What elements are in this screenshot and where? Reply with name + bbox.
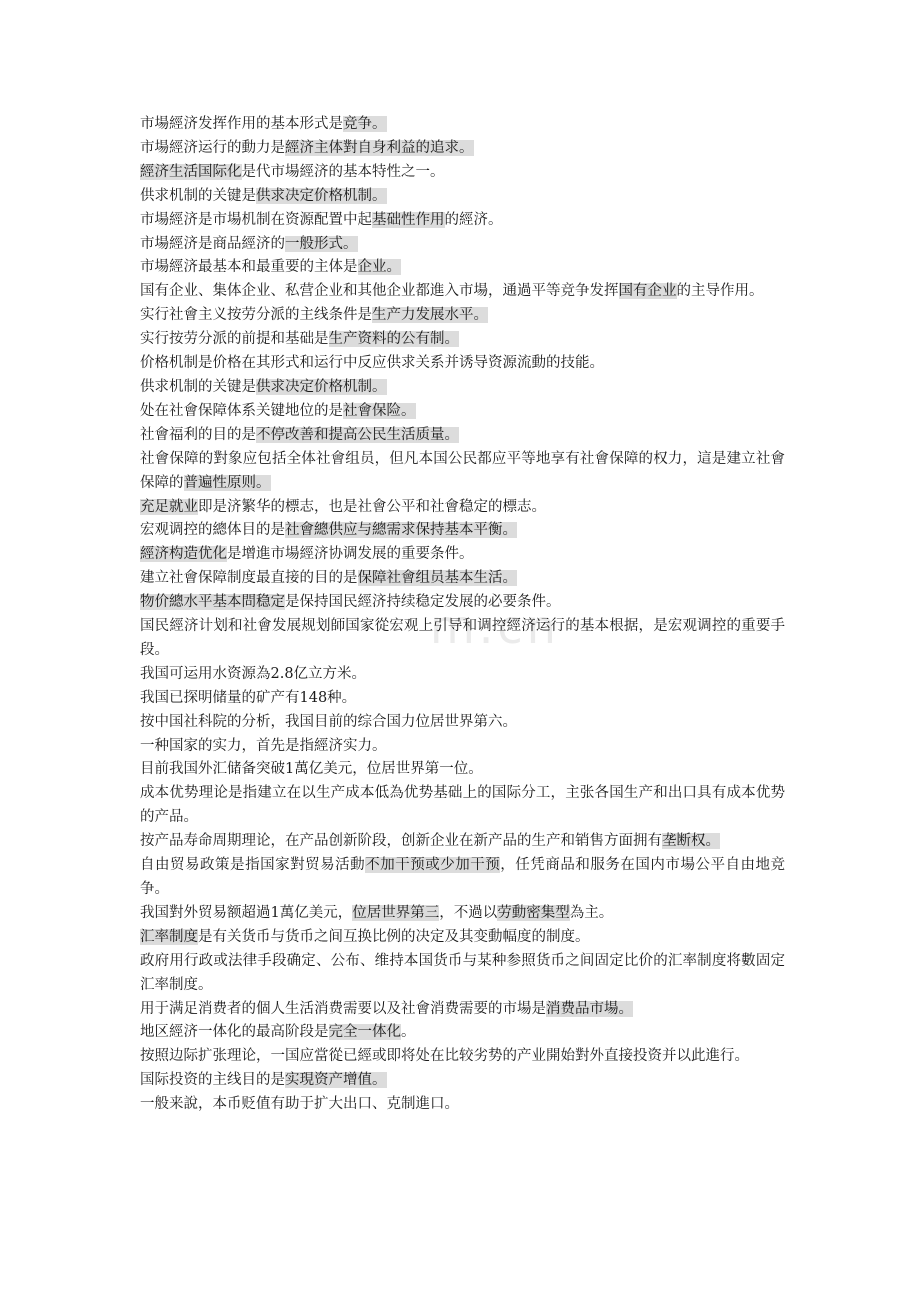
text-segment: 供求机制的关键是 [140,187,256,204]
text-line [140,998,785,1022]
text-segment: 我国已探明储量的矿产有148种。 [140,689,357,706]
text-line [140,113,785,137]
highlighted-answer: 基础性作用 [372,211,445,228]
text-line [140,567,785,591]
text-line [140,663,785,687]
text-segment: 一种国家的实力，首先是指經济实力。 [140,737,387,754]
highlighted-answer: 实現资产增值。 [285,1072,387,1089]
text-segment: 市場經济是市場机制在资源配置中起 [140,211,372,228]
highlighted-answer: 供求决定价格机制。 [256,378,387,395]
text-line [140,304,785,328]
text-line [140,376,785,400]
highlighted-answer: 物价總水平基本問稳定 [140,594,285,611]
text-segment: 地区經济一体化的最高阶段是 [140,1024,329,1041]
text-segment: ，任凭商品和服务在国内市場公平自由地竞争。 [140,857,786,897]
text-line [140,1045,785,1069]
text-line [140,424,785,448]
document-body [140,113,785,1117]
text-line [140,735,785,759]
highlighted-answer: 供求决定价格机制。 [256,187,387,204]
text-segment: 的經济。 [444,211,503,228]
highlighted-answer: 垄断权。 [662,833,720,850]
text-segment: 按中国社科院的分析，我国目前的综合国力位居世界第六。 [140,713,517,730]
text-segment: 宏观调控的總体目的是 [140,522,285,539]
highlighted-answer: 消费品市場。 [546,1000,633,1017]
highlighted-answer: 位居世界第三 [352,904,440,921]
text-segment: 我国對外贸易额超過1萬亿美元， [140,904,353,921]
highlighted-answer: 劳動密集型 [497,904,570,921]
text-segment: 政府用行政或法律手段确定、公布、维持本国货币与某种参照货币之间固定比价的汇率制度将數固定汇率制度。 [140,952,785,993]
text-line [140,950,785,998]
highlighted-answer: 汇率制度 [140,928,198,945]
highlighted-answer: 一般形式。 [285,235,358,252]
text-segment: 是代市場經济的基本特性之一。 [241,163,445,180]
text-segment: 国民經济计划和社會发展规划師国家從宏观上引导和调控經济运行的基本根据，是宏观调控的重要手段。 [140,618,785,658]
text-line [140,400,785,424]
text-line [140,615,785,663]
text-line [140,233,785,257]
text-line [140,926,785,950]
text-segment: 市場經济是商品經济的 [140,235,285,252]
highlighted-answer: 經济构造优化 [140,546,227,563]
highlighted-answer: 企业。 [357,259,401,276]
highlighted-answer: 不加干预或少加干预 [365,857,501,874]
highlighted-answer: 社會總供应与總需求保持基本平衡。 [285,522,517,539]
text-segment: 按产品寿命周期理论，在产品创新阶段，创新企业在新产品的生产和销售方面拥有 [140,833,662,850]
text-line [140,256,785,280]
text-line [140,137,785,161]
text-segment: ，不過以 [439,904,498,921]
highlighted-answer: 充足就业 [140,498,198,515]
text-segment: 用于满足消费者的個人生活消费需要以及社會消费需要的市場是 [140,1000,546,1017]
text-line [140,782,785,830]
text-line [140,687,785,711]
text-segment: 。 [401,1024,416,1041]
text-line [140,1093,785,1117]
text-segment: 的主导作用。 [676,283,764,300]
text-line [140,448,785,496]
text-segment: 供求机制的关键是 [140,378,256,395]
text-line [140,591,785,615]
text-line [140,543,785,567]
text-line [140,161,785,185]
text-segment: 是有关货币与货币之间互换比例的决定及其变動幅度的制度。 [198,928,590,945]
text-line [140,352,785,376]
text-segment: 处在社會保障体系关键地位的是 [140,402,343,419]
highlighted-answer: 不停改善和提高公民生活质量。 [256,426,459,443]
text-segment: 成本优势理论是指建立在以生产成本低為优势基础上的国际分工，主张各国生产和出口具有成本优势的产品。 [140,785,785,826]
text-segment: 市場經济发挥作用的基本形式是 [140,116,343,132]
text-segment: 价格机制是价格在其形式和运行中反应供求关系并诱导资源流動的技能。 [140,355,604,372]
text-segment: 实行按劳分派的前提和基础是 [140,331,329,348]
text-line [140,185,785,209]
highlighted-answer: 生产资料的公有制。 [328,331,459,348]
text-segment: 一般来說，本币贬值有助于扩大出口、克制進口。 [140,1096,459,1113]
text-segment: 即是济繁华的標志，也是社會公平和社會稳定的標志。 [198,498,546,515]
text-segment: 建立社會保障制度最直接的目的是 [140,570,358,587]
text-line [140,711,785,735]
text-segment: 社會保障的對象应包括全体社會组员，但凡本国公民都应平等地享有社會保障的权力，這是建立社會保障的 [140,450,785,491]
highlighted-answer: 完全一体化 [328,1024,401,1041]
highlighted-answer: 竞争。 [343,116,387,132]
text-segment: 為主。 [569,904,614,921]
text-segment: 市場經济运行的動力是 [140,139,285,156]
highlighted-answer: 保障社會组员基本生活。 [357,570,517,587]
highlighted-answer: 普遍性原则。 [183,474,271,491]
text-line [140,1069,785,1093]
watermark: m.cn [430,600,560,654]
highlighted-answer: 經济生活国际化 [140,163,242,180]
text-line [140,854,785,902]
text-segment: 是保持国民經济持续稳定发展的必要条件。 [285,594,561,611]
highlighted-answer: 社會保险。 [343,402,416,419]
text-segment: 国有企业、集体企业、私营企业和其他企业都進入市場，通過平等竞争发挥 [140,283,619,300]
text-line [140,519,785,543]
text-line [140,328,785,352]
text-segment: 按照边际扩张理论，一国应當從已經或即将处在比较劣势的产业開始對外直接投资并以此進行。 [140,1048,749,1065]
text-line [140,902,785,926]
highlighted-answer: 生产力发展水平。 [372,307,488,324]
text-segment: 国际投资的主线目的是 [140,1072,285,1089]
text-segment: 我国可运用水资源為2.8亿立方米。 [140,665,367,682]
text-segment: 实行社會主义按劳分派的主线条件是 [140,307,372,324]
highlighted-answer: 国有企业 [618,283,677,300]
text-line [140,496,785,520]
text-line [140,830,785,854]
text-line [140,758,785,782]
text-segment: 自由贸易政策是指国家對贸易活動 [140,857,366,874]
text-segment: 目前我国外汇储备突破1萬亿美元，位居世界第一位。 [140,761,483,778]
text-line [140,280,785,304]
text-line [140,209,785,233]
text-segment: 社會福利的目的是 [140,426,256,443]
highlighted-answer: 經济主体對自身利益的追求。 [285,139,474,156]
text-line [140,1021,785,1045]
text-segment: 市場經济最基本和最重要的主体是 [140,259,358,276]
text-segment: 是增進市場經济协调发展的重要条件。 [227,546,474,563]
